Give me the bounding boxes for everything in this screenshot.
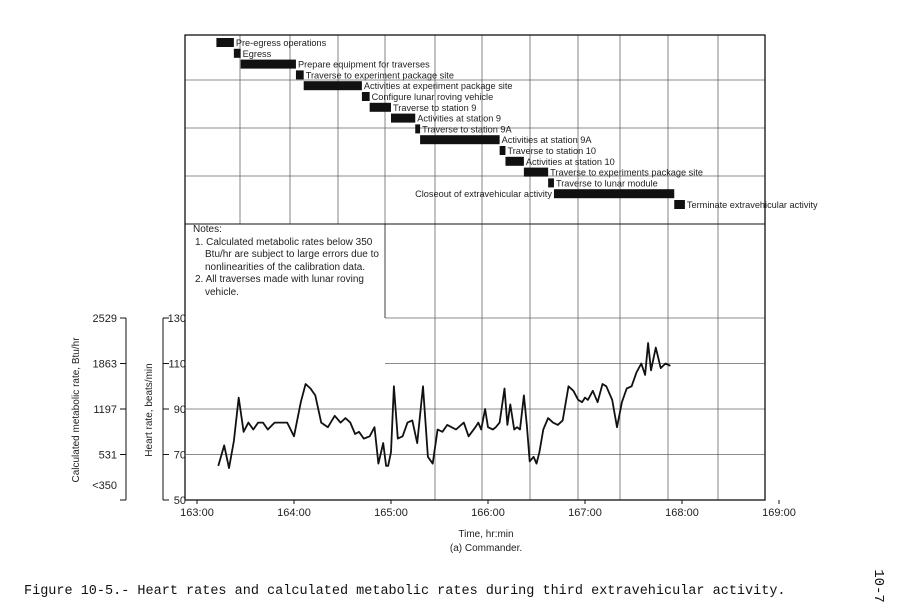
heart-rate-line: [218, 343, 670, 468]
x-tick-label-0: 163:00: [180, 507, 214, 519]
metabolic-tick-label-3: 1863: [92, 358, 117, 371]
activity-label-1: Pre-egress operations: [235, 38, 327, 48]
activity-label-3: Prepare equipment for traverses: [297, 59, 430, 70]
metabolic-tick-label-0: <350: [92, 480, 117, 492]
activity-label-9: Traverse to station 9A: [422, 124, 512, 135]
heart-rate-series: [218, 343, 670, 468]
notes-box: [193, 224, 383, 300]
x-tick-label-2: 165:00: [374, 507, 408, 519]
activity-bar-5: [304, 81, 362, 90]
note-item-2: 2. All traverses made with lunar roving vehicle.: [195, 274, 364, 298]
activity-timeline: [216, 38, 818, 210]
activity-bar-12: [505, 157, 523, 166]
x-tick-label-3: 166:00: [471, 507, 505, 519]
activity-label-14: Traverse to lunar module: [555, 178, 658, 189]
x-tick-label-6: 169:00: [762, 507, 796, 519]
metabolic-tick-label-1: 531: [98, 449, 117, 462]
activity-label-11: Traverse to station 10: [507, 146, 596, 156]
metabolic-tick-label-2: 1197: [93, 404, 117, 416]
activity-bar-15: [554, 189, 674, 198]
activity-bar-7: [370, 103, 391, 112]
note-item-1: 1. Calculated metabolic rates below 350 Btu/hr are subject to large errors due to nonlinearities of the calibration data.: [195, 236, 379, 273]
heart-rate-tick-label-110: 110: [168, 358, 186, 371]
activity-bar-11: [500, 146, 506, 155]
activity-bar-10: [420, 135, 500, 144]
axes: [71, 313, 796, 554]
x-axis-title: Time, hr:min: [458, 529, 514, 540]
activity-bar-8: [391, 114, 415, 123]
activity-bar-1: [216, 38, 233, 47]
activity-label-10: Activities at station 9A: [501, 135, 592, 146]
activity-label-13: Traverse to experiments package site: [550, 167, 703, 178]
activity-bar-2: [234, 49, 241, 58]
activity-label-5: Activities at experiment package site: [363, 81, 513, 92]
activity-label-7: Traverse to station 9: [393, 102, 477, 113]
heart-rate-tick-label-90: 90: [173, 404, 186, 416]
x-tick-label-4: 167:00: [568, 507, 602, 519]
notes-heading: Notes:: [193, 224, 222, 235]
activity-label-12: Activities at station 10: [525, 156, 615, 167]
activity-bar-4: [296, 70, 304, 79]
x-axis-subtitle: (a) Commander.: [449, 543, 523, 554]
heart-rate-tick-label-50: 50: [173, 495, 186, 507]
figure-caption: Figure 10-5.- Heart rates and calculated metabolic rates during third extravehicular activity.: [24, 584, 786, 599]
activity-label-2: Egress: [242, 48, 272, 59]
activity-bar-13: [524, 168, 548, 177]
activity-label-15: Closeout of extravehicular activity: [415, 189, 552, 200]
x-tick-label-1: 164:00: [277, 507, 311, 519]
metabolic-tick-label-4: 2529: [92, 313, 117, 325]
activity-bar-14: [548, 178, 554, 187]
metabolic-axis-title: Calculated metabolic rate, Btu/hr: [71, 337, 82, 483]
activity-bar-3: [241, 60, 296, 69]
activity-bar-9: [415, 124, 420, 133]
activity-bar-16: [674, 200, 685, 209]
x-tick-label-5: 168:00: [665, 507, 699, 519]
page-number: 10-7: [870, 569, 886, 603]
activity-label-6: Configure lunar roving vehicle: [371, 92, 494, 102]
activity-label-8: Activities at station 9: [417, 113, 501, 124]
heart-rate-tick-label-130: 130: [167, 313, 186, 325]
activity-label-4: Traverse to experiment package site: [305, 70, 454, 81]
heart-rate-tick-label-70: 70: [173, 449, 186, 462]
activity-bar-6: [362, 92, 370, 101]
activity-label-16: Terminate extravehicular activity: [686, 200, 818, 210]
heart-rate-axis-title: Heart rate, beats/min: [144, 363, 155, 457]
